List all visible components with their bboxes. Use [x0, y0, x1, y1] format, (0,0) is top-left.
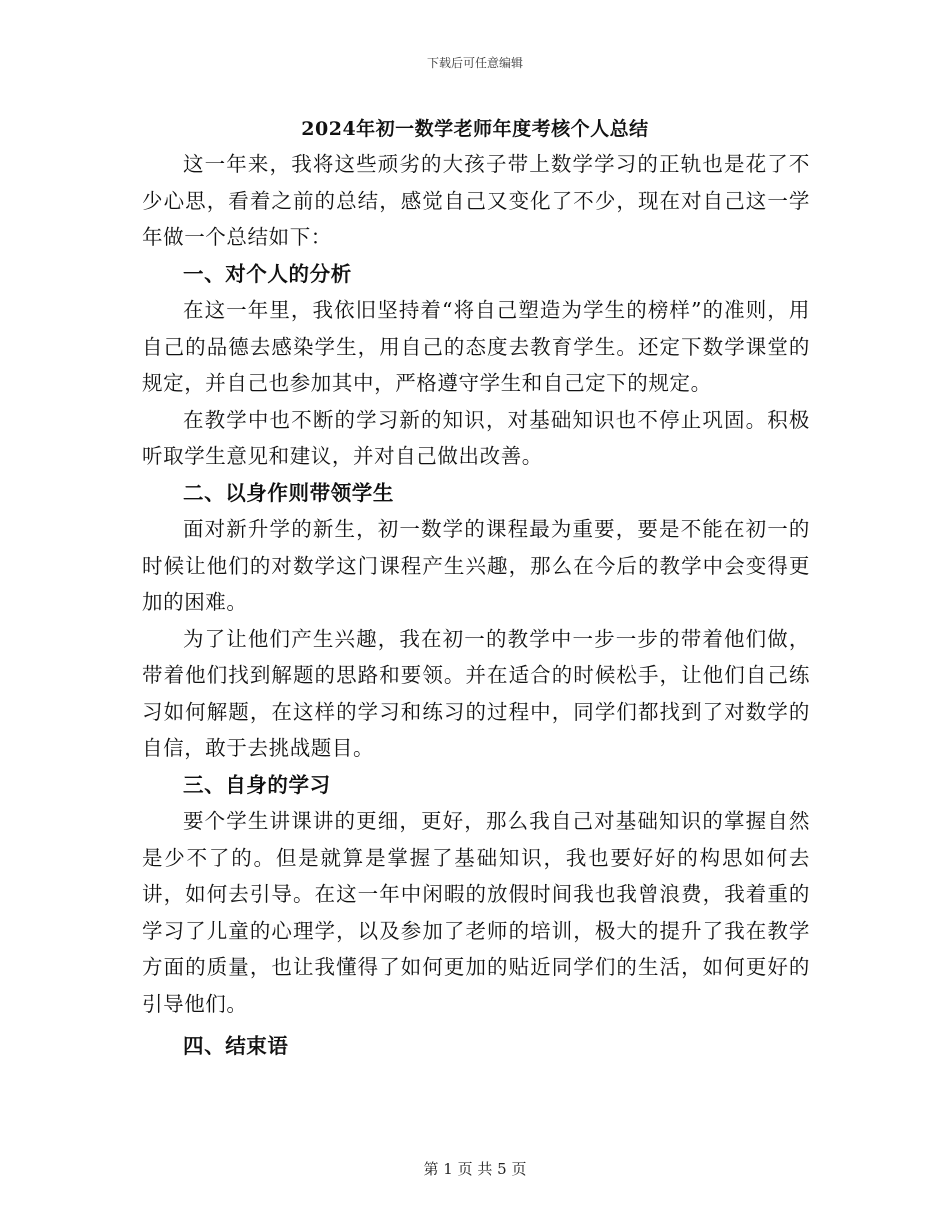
section-study-paragraph-1: 要个学生讲课讲的更细，更好，那么我自己对基础知识的掌握自然是少不了的。但是就算是掌握了基础知识，我也要好好的构思如何去讲，如何去引导。在这一年中闲暇的放假时间我也我曾浪费，我着重的学习了儿童的心理学，以及参加了老师的培训，极大的提升了我在教学方面的质量，也让我懂得了如何更加的贴近同学们的生活，如何更好的引导他们。	[142, 809, 810, 1016]
section-lead-paragraph-2: 为了让他们产生兴趣，我在初一的教学中一步一步的带着他们做，带着他们找到解题的思路和要领。并在适合的时候松手，让他们自己练习如何解题，在这样的学习和练习的过程中，同学们都找到了对数学的自信，敢于去挑战题目。	[142, 626, 810, 760]
section-analysis-paragraph-2: 在教学中也不断的学习新的知识，对基础知识也不停止巩固。积极听取学生意见和建议，并对自己做出改善。	[142, 407, 810, 468]
section-analysis-paragraph-1: 在这一年里，我依旧坚持着“将自己塑造为学生的榜样”的准则，用自己的品德去感染学生，用自己的态度去教育学生。还定下数学课堂的规定，并自己也参加其中，严格遵守学生和自己定下的规定。	[142, 298, 810, 395]
section-lead-paragraph-1: 面对新升学的新生，初一数学的课程最为重要，要是不能在初一的时候让他们的对数学这门课程产生兴趣，那么在今后的教学中会变得更加的困难。	[142, 517, 810, 614]
section-heading-lead-by-example: 二、以身作则带领学生	[183, 480, 394, 505]
page-number-footer: 第 1 页 共 5 页	[423, 1160, 527, 1178]
document-title: 2024年初一数学老师年度考核个人总结	[301, 118, 649, 140]
document-body	[142, 146, 810, 1065]
section-heading-self-study: 三、自身的学习	[183, 772, 331, 797]
section-heading-analysis: 一、对个人的分析	[183, 261, 352, 286]
header-note: 下载后可任意编辑	[426, 56, 523, 70]
intro-paragraph: 这一年来，我将这些顽劣的大孩子带上数学学习的正轨也是花了不少心思，看着之前的总结，感觉自己又变化了不少，现在对自己这一学年做一个总结如下：	[142, 152, 810, 249]
section-heading-conclusion: 四、结束语	[183, 1034, 289, 1058]
